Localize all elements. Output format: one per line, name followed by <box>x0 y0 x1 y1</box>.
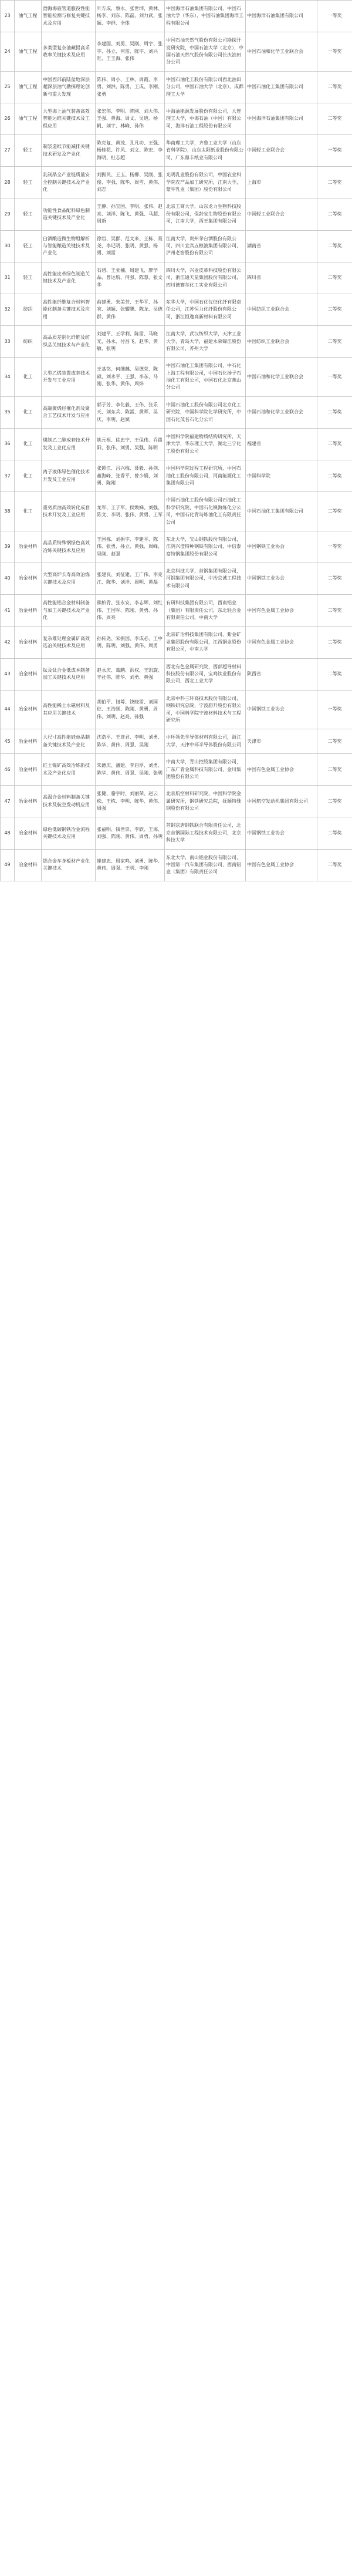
table-row <box>1 103 352 134</box>
row-award-grade: 一等奖 <box>317 1 352 32</box>
row-units: 光明乳业股份有限公司，中国农业科学院农产品加工研究所，江南大学，蒙牛乳业（集团）股份有限公司 <box>165 167 246 198</box>
row-nominator: 中国钢铁工业协会 <box>246 690 317 729</box>
row-nominator: 湖南省 <box>246 230 317 262</box>
row-participants: 郭子芳、李化毅、王伟、张乐天、刘东兵、陈雷、黄晖、吴庆、李明、赵斌 <box>96 396 165 428</box>
row-category: 化工 <box>15 429 42 460</box>
table-row <box>1 230 352 262</box>
row-units: 中国科学院福建物质结构研究所，天津大学，华东理工大学，湖北三宁化工股份有限公司 <box>165 429 246 460</box>
row-number: 43 <box>1 658 15 690</box>
row-category: 油气工程 <box>15 32 42 72</box>
row-number: 39 <box>1 531 15 563</box>
row-category: 轻工 <box>15 230 42 262</box>
row-units: 中国石油天然气股份有限公司勘探开发研究院，中国石油大学（北京），中国石油天然气股份有限公司长庆油田分公司 <box>165 32 246 72</box>
row-nominator: 中国石油和化学工业联合会 <box>246 396 317 428</box>
row-project-title: 白酒酿造微生物组解析与智能酿造关键技术及产业化 <box>42 230 96 262</box>
row-nominator: 中国石油和化学工业联合会 <box>246 358 317 397</box>
table-row <box>1 358 352 397</box>
row-category: 冶金材料 <box>15 786 42 817</box>
award-table <box>0 0 352 881</box>
row-category: 冶金材料 <box>15 754 42 786</box>
row-project-title: 绿色低碳钢铁冶金流程关键技术及应用 <box>42 817 96 849</box>
table-row <box>1 460 352 492</box>
row-units: 有研科技集团有限公司，西南铝业（集团）有限责任公司，东北轻合金有限责任公司，中南大学 <box>165 595 246 627</box>
row-units: 江南大学，贵州茅台酒股份有限公司，四川宜宾五粮液集团有限公司，泸州老窖股份有限公司 <box>165 230 246 262</box>
row-participants: 龙军、王子军、侯焕娣、刘强、陈文、李明、张伟、黄勇、王军 <box>96 492 165 531</box>
row-award-grade: 二等奖 <box>317 754 352 786</box>
row-participants: 陈克复、黄茂、孔凡功、王强、杨桂花、许风、刘文、陈宏、李海明、杜志超 <box>96 135 165 167</box>
row-award-grade: 二等奖 <box>317 294 352 325</box>
row-award-grade: 二等奖 <box>317 198 352 230</box>
row-nominator: 中国轻工业联合会 <box>246 198 317 230</box>
row-category: 化工 <box>15 492 42 531</box>
row-units: 中国科学院过程工程研究所，中国石油化工股份有限公司，河南能源化工集团有限公司 <box>165 460 246 492</box>
row-number: 28 <box>1 167 15 198</box>
row-nominator: 中国有色金属工业协会 <box>246 627 317 658</box>
row-number: 36 <box>1 429 15 460</box>
table-row <box>1 849 352 881</box>
row-nominator: 中国钢铁工业协会 <box>246 563 317 595</box>
row-award-grade: 二等奖 <box>317 71 352 103</box>
row-nominator: 中国纺织工业联合会 <box>246 294 317 325</box>
row-award-grade: 二等奖 <box>317 595 352 627</box>
row-award-grade: 二等奖 <box>317 563 352 595</box>
row-nominator: 天津市 <box>246 729 317 754</box>
row-category: 冶金材料 <box>15 595 42 627</box>
row-participants: 赵永庆、葛鹏、洪权、王凯旋、辛社伟、陈华、刘勇、黄强 <box>96 658 165 690</box>
row-number: 34 <box>1 358 15 397</box>
table-row <box>1 262 352 294</box>
table-row <box>1 1 352 32</box>
row-number: 48 <box>1 817 15 849</box>
row-number: 44 <box>1 690 15 729</box>
row-participants: 王基铭、何细藕、吴德荣、陈硕、刘永平、王强、李东、马刚、张华、黄伟、周炜 <box>96 358 165 397</box>
row-units: 中国石油化工股份有限公司西北油田分公司，中国石油大学（北京），成都理工大学 <box>165 71 246 103</box>
row-project-title: 渤海海底管道服役性能智能检测与修复关键技术及应用 <box>42 1 96 32</box>
row-units: 北京航空材料研究院，中国科学院金属研究所，钢铁研究总院，抚顺特殊钢股份有限公司 <box>165 786 246 817</box>
row-participants: 陈伟、周小、王林、周霞、李勇、刘洪、陈勇、王成、李刚、张勇 <box>96 71 165 103</box>
row-units: 北京工商大学，山东龙力生物科技股份有限公司，保龄宝生物股份有限公司，江南大学，西王集团有限公司 <box>165 198 246 230</box>
row-category: 冶金材料 <box>15 531 42 563</box>
row-number: 23 <box>1 1 15 32</box>
row-award-grade: 一等奖 <box>317 690 352 729</box>
row-units: 北京中科三环高技术股份有限公司，钢铁研究总院，宁波韵升股份有限公司，中国科学院宁波材料技术与工程研究所 <box>165 690 246 729</box>
row-project-title: 大尺寸高性能硅单晶制备关键技术及产业化 <box>42 729 96 754</box>
row-nominator: 陕西省 <box>246 658 317 690</box>
row-units: 中国石油化工股份有限公司北京化工研究院，中国科学院化学研究所，中国石化茂名石化分公司 <box>165 396 246 428</box>
row-project-title: 煤制乙二醇成套技术开发及工业化应用 <box>42 429 96 460</box>
row-number: 33 <box>1 326 15 358</box>
table-row <box>1 658 352 690</box>
row-participants: 刘振民、王玉、杨柳、吴刚、张俊、李强、陈华、周雪、黄伟、刘志 <box>96 167 165 198</box>
table-row <box>1 198 352 230</box>
row-participants: 李建国、刘勇、吴刚、周宇、张宇、孙立、何雷、陈宇、刘兴旺、王玉海、张伟 <box>96 32 165 72</box>
row-category: 油气工程 <box>15 71 42 103</box>
row-project-title: 铝合金车身板材产业化关键技术 <box>42 849 96 881</box>
row-award-grade: 二等奖 <box>317 492 352 531</box>
row-category: 化工 <box>15 460 42 492</box>
row-units: 中南大学，青山控股集团有限公司，广东广青金属科技有限公司，金川集团股份有限公司 <box>165 754 246 786</box>
row-award-grade: 二等奖 <box>317 658 352 690</box>
row-participants: 俞建勇、朱美芳、王华平、孙宾、刘颖、张耀鹏、陈龙、吴德群、黄伟 <box>96 294 165 325</box>
row-project-title: 高品质特殊钢绿色高效冶炼关键技术及应用 <box>42 531 96 563</box>
row-number: 32 <box>1 294 15 325</box>
row-units: 江南大学，武汉纺织大学，天津工业大学，青岛大学，福建永荣锦江股份有限公司，苏州大学 <box>165 326 246 358</box>
row-units: 中环领先半导体材料有限公司，浙江大学，天津中环半导体股份有限公司 <box>165 729 246 754</box>
row-nominator: 中国石油化工集团有限公司 <box>246 71 317 103</box>
row-project-title: 多类型复杂油藏提高采收率关键技术及应用 <box>42 32 96 72</box>
row-participants: 刘建平、王学利、陈雷、马晓光、孙永、付昌飞、赵华、黄敏、张明 <box>96 326 165 358</box>
row-award-grade: 二等奖 <box>317 627 352 658</box>
row-category: 轻工 <box>15 135 42 167</box>
row-category: 纺织 <box>15 326 42 358</box>
row-nominator: 中国有色金属工业协会 <box>246 754 317 786</box>
row-participants: 熊柏青、张永安、李志辉、刘红伟、王国军、陈刚、黄勇、孙伟、周亮 <box>96 595 165 627</box>
row-participants: 叶万成，蔡永、张世坤，黄林、杨李、刘东、陈磊、刘力武、张颖、李群、全体 <box>96 1 165 32</box>
row-number: 31 <box>1 262 15 294</box>
row-number: 24 <box>1 32 15 72</box>
row-project-title: 大型高炉长寿高效冶炼关键技术及应用 <box>42 563 96 595</box>
row-nominator: 中国航空发动机集团有限公司 <box>246 786 317 817</box>
row-units: 东北大学，宝山钢铁股份有限公司，江阴兴澄特种钢铁有限公司，中信泰富特钢集团股份有限公司 <box>165 531 246 563</box>
row-nominator: 中国海洋石油集团有限公司 <box>246 103 317 134</box>
row-category: 轻工 <box>15 167 42 198</box>
row-number: 38 <box>1 492 15 531</box>
row-project-title: 制浆造纸节能减排关键技术研发及产业化 <box>42 135 96 167</box>
table-row <box>1 492 352 531</box>
row-units: 中海油能源发展股份有限公司，大连理工大学，中海石油（中国）有限公司，海洋石油工程股份有限公司 <box>165 103 246 134</box>
row-participants: 王静、孙宝国、李明、张伟、赵亮、刘洋、陈飞、黄强、马超、周新 <box>96 198 165 230</box>
table-row <box>1 32 352 72</box>
table-row <box>1 729 352 754</box>
row-category: 冶金材料 <box>15 627 42 658</box>
row-nominator: 福建省 <box>246 429 317 460</box>
row-category: 油气工程 <box>15 1 42 32</box>
row-participants: 沈浩平、王彦君、李明、刘勇、陈华、黄伟、周强、吴刚 <box>96 729 165 754</box>
row-number: 42 <box>1 627 15 658</box>
row-project-title: 离子液体绿色催化技术开发及工业应用 <box>42 460 96 492</box>
row-project-title: 高品质差别化纤维及纺织品关键技术与产业化 <box>42 326 96 358</box>
row-category: 纺织 <box>15 294 42 325</box>
row-number: 41 <box>1 595 15 627</box>
row-units: 北京科技大学，首钢集团有限公司，河钢集团有限公司，中冶京诚工程技术有限公司 <box>165 563 246 595</box>
row-category: 化工 <box>15 396 42 428</box>
table-row <box>1 167 352 198</box>
row-category: 油气工程 <box>15 103 42 134</box>
row-participants: 胡伯平、钮萼、饶晓雷、刘国征、王浩颉、陈刚、黄勇、周伟、刘明、赵亮、孙强 <box>96 690 165 729</box>
row-project-title: 大型海上油气装备高效智能运维关键技术及工程应用 <box>42 103 96 134</box>
row-nominator: 中国石油化工集团有限公司 <box>246 492 317 531</box>
table-row <box>1 326 352 358</box>
row-nominator: 中国钢铁工业协会 <box>246 817 317 849</box>
row-award-grade: 一等奖 <box>317 531 352 563</box>
row-number: 40 <box>1 563 15 595</box>
row-units: 四川大学，兴业皮革科技股份有限公司，浙江通天星集团股份有限公司，四川德赛尔化工实业有限公司 <box>165 262 246 294</box>
row-project-title: 大型乙烯装置成套技术开发与工业应用 <box>42 358 96 397</box>
row-number: 26 <box>1 103 15 134</box>
row-project-title: 功能性食品配料绿色制造关键技术及产业化 <box>42 198 96 230</box>
row-project-title: 乳制品全产业链质量安全控制关键技术及产业化 <box>42 167 96 198</box>
table-row <box>1 531 352 563</box>
row-project-title: 高端聚烯烃催化剂及聚合工艺技术开发与应用 <box>42 396 96 428</box>
row-award-grade: 一等奖 <box>317 135 352 167</box>
row-participants: 张健、骆宇时、刘丽荣、赵云松、王栋、李明、陈华、黄伟、周强 <box>96 786 165 817</box>
table-row <box>1 817 352 849</box>
row-nominator: 中国石油和化学工业联合会 <box>246 32 317 72</box>
table-row <box>1 563 352 595</box>
row-award-grade: 二等奖 <box>317 429 352 460</box>
table-row <box>1 429 352 460</box>
table-row <box>1 396 352 428</box>
row-units: 中国石油化工集团有限公司，中石化上海工程有限公司，中国石化扬子石油化工有限公司，中国石化北京燕山分公司 <box>165 358 246 397</box>
row-award-grade: 二等奖 <box>317 729 352 754</box>
table-row <box>1 690 352 729</box>
row-category: 冶金材料 <box>15 563 42 595</box>
row-award-grade: 二等奖 <box>317 326 352 358</box>
row-project-title: 高温合金材料制备关键技术及航空发动机应用 <box>42 786 96 817</box>
row-award-grade: 二等奖 <box>317 786 352 817</box>
row-number: 37 <box>1 460 15 492</box>
row-category: 轻工 <box>15 198 42 230</box>
row-participants: 朱德庆、潘建、李启厚、刘勇、陈华、黄伟、周强、吴刚、张明 <box>96 754 165 786</box>
row-award-grade: 二等奖 <box>317 460 352 492</box>
row-participants: 王国栋、刘振宇、李建平、陈伟、张勇、孙立、黄强、周峰、吴刚、赵强 <box>96 531 165 563</box>
row-number: 25 <box>1 71 15 103</box>
row-participants: 张锁江、吕兴梅、聂毅、孙剑、董海峰、张香平、曾少娟、刘勇、陈刚 <box>96 460 165 492</box>
row-project-title: 中国西部前陆盆地深层超深层油气勘探理论创新与重大发现 <box>42 71 96 103</box>
row-number: 27 <box>1 135 15 167</box>
row-award-grade: 一等奖 <box>317 32 352 72</box>
row-nominator: 上海市 <box>246 167 317 198</box>
table-row <box>1 627 352 658</box>
row-category: 冶金材料 <box>15 729 42 754</box>
row-number: 30 <box>1 230 15 262</box>
row-category: 轻工 <box>15 262 42 294</box>
table-row <box>1 71 352 103</box>
row-project-title: 高性能铝合金材料制备与加工关键技术及产业化 <box>42 595 96 627</box>
row-award-grade: 二等奖 <box>317 849 352 881</box>
row-award-grade: 一等奖 <box>317 358 352 397</box>
row-units: 首钢京唐钢铁联合有限责任公司，北京首钢国际工程技术有限公司，北京科技大学 <box>165 817 246 849</box>
row-units: 西北有色金属研究院，西部超导材料科技股份有限公司，宝鸡钛业股份有限公司，西北工业大学 <box>165 658 246 690</box>
table-row <box>1 754 352 786</box>
row-category: 冶金材料 <box>15 817 42 849</box>
row-category: 冶金材料 <box>15 658 42 690</box>
award-rows <box>1 1 352 881</box>
row-participants: 张宏伟、李明、陈刚、刘大伟、王强、黄海、周文、吴迪、杨帆、刘宇、林峰、孙伟 <box>96 103 165 134</box>
row-units: 中国海洋石油集团有限公司，中国石油大学（华东），中国石油集团海洋工程有限公司 <box>165 1 246 32</box>
row-number: 49 <box>1 849 15 881</box>
row-participants: 崔建忠、周家鸣、刘勇、陈华、黄伟、周强、王明、李刚 <box>96 849 165 881</box>
row-participants: 徐岩、吴群、范文来、王栋、聂尧、李记明、张明、黄强、杨勇、刘雷 <box>96 230 165 262</box>
row-units: 中国石油化工股份有限公司石油化工科学研究院，中国石化镇海炼化分公司，中国石化青岛炼油化工有限责任公司 <box>165 492 246 531</box>
table-row <box>1 294 352 325</box>
row-participants: 张建良、刘征建、王广伟、李克江、陈华、刘洋、周明、黄磊 <box>96 563 165 595</box>
row-nominator: 中国有色金属工业协会 <box>246 849 317 881</box>
row-nominator: 中国纺织工业联合会 <box>246 326 317 358</box>
row-category: 化工 <box>15 358 42 397</box>
row-nominator: 中国轻工业联合会 <box>246 135 317 167</box>
row-nominator: 中国钢铁工业协会 <box>246 531 317 563</box>
row-award-grade: 二等奖 <box>317 103 352 134</box>
row-project-title: 钛及钛合金低成本制备加工关键技术及应用 <box>42 658 96 690</box>
row-project-title: 高性能纤维复合材料智能化制备关键技术及应用 <box>42 294 96 325</box>
row-units: 北京矿冶科技集团有限公司，紫金矿业集团股份有限公司，江西铜业股份有限公司，中南大学 <box>165 627 246 658</box>
row-number: 47 <box>1 786 15 817</box>
row-award-grade: 二等奖 <box>317 396 352 428</box>
row-participants: 姚元根、徐忠宁、王保伟、乔路阳、张伟、刘勇、吴强、陈明 <box>96 429 165 460</box>
row-project-title: 高性能皮革绿色制造关键技术及产业化 <box>42 262 96 294</box>
table-row <box>1 135 352 167</box>
row-number: 29 <box>1 198 15 230</box>
row-units: 东华大学，中国石化仪征化纤有限责任公司，江苏恒力化纤股份有限公司，浙江恒逸高新材料有限公司 <box>165 294 246 325</box>
row-award-grade: 二等奖 <box>317 230 352 262</box>
row-nominator: 中国有色金属工业协会 <box>246 595 317 627</box>
table-row <box>1 595 352 627</box>
row-units: 华南理工大学，齐鲁工业大学（山东省科学院），山东太阳纸业股份有限公司，广东鼎丰纸业有限公司 <box>165 135 246 167</box>
row-participants: 石碧、王亚楠、周建飞、廖学品、曾运航、何强、陈慧、张文华 <box>96 262 165 294</box>
row-number: 46 <box>1 754 15 786</box>
row-number: 35 <box>1 396 15 428</box>
row-award-grade: 二等奖 <box>317 262 352 294</box>
row-project-title: 重劣质油高效转化成套技术开发及工业应用 <box>42 492 96 531</box>
row-category: 冶金材料 <box>15 849 42 881</box>
row-number: 45 <box>1 729 15 754</box>
row-project-title: 红土镍矿高效冶炼新技术及产业化应用 <box>42 754 96 786</box>
row-award-grade: 二等奖 <box>317 167 352 198</box>
row-participants: 张福明、钱世崇、李欣、王海、刘强、陈刚、黄伟、周勇、孙明 <box>96 817 165 849</box>
table-row <box>1 786 352 817</box>
row-nominator: 四川省 <box>246 262 317 294</box>
row-units: 东北大学，南山铝业股份有限公司，中国第一汽车集团有限公司，西南铝业（集团）有限责任公司 <box>165 849 246 881</box>
row-award-grade: 二等奖 <box>317 817 352 849</box>
row-nominator: 中国科学院 <box>246 460 317 492</box>
row-participants: 孙传尧、宋振国、李成必、王中明、陈明、刘强、黄伟、周勇 <box>96 627 165 658</box>
row-nominator: 中国海洋石油集团有限公司 <box>246 1 317 32</box>
row-category: 冶金材料 <box>15 690 42 729</box>
row-project-title: 复杂难处理金属矿高效选冶关键技术及应用 <box>42 627 96 658</box>
row-project-title: 高性能稀土永磁材料及其应用关键技术 <box>42 690 96 729</box>
